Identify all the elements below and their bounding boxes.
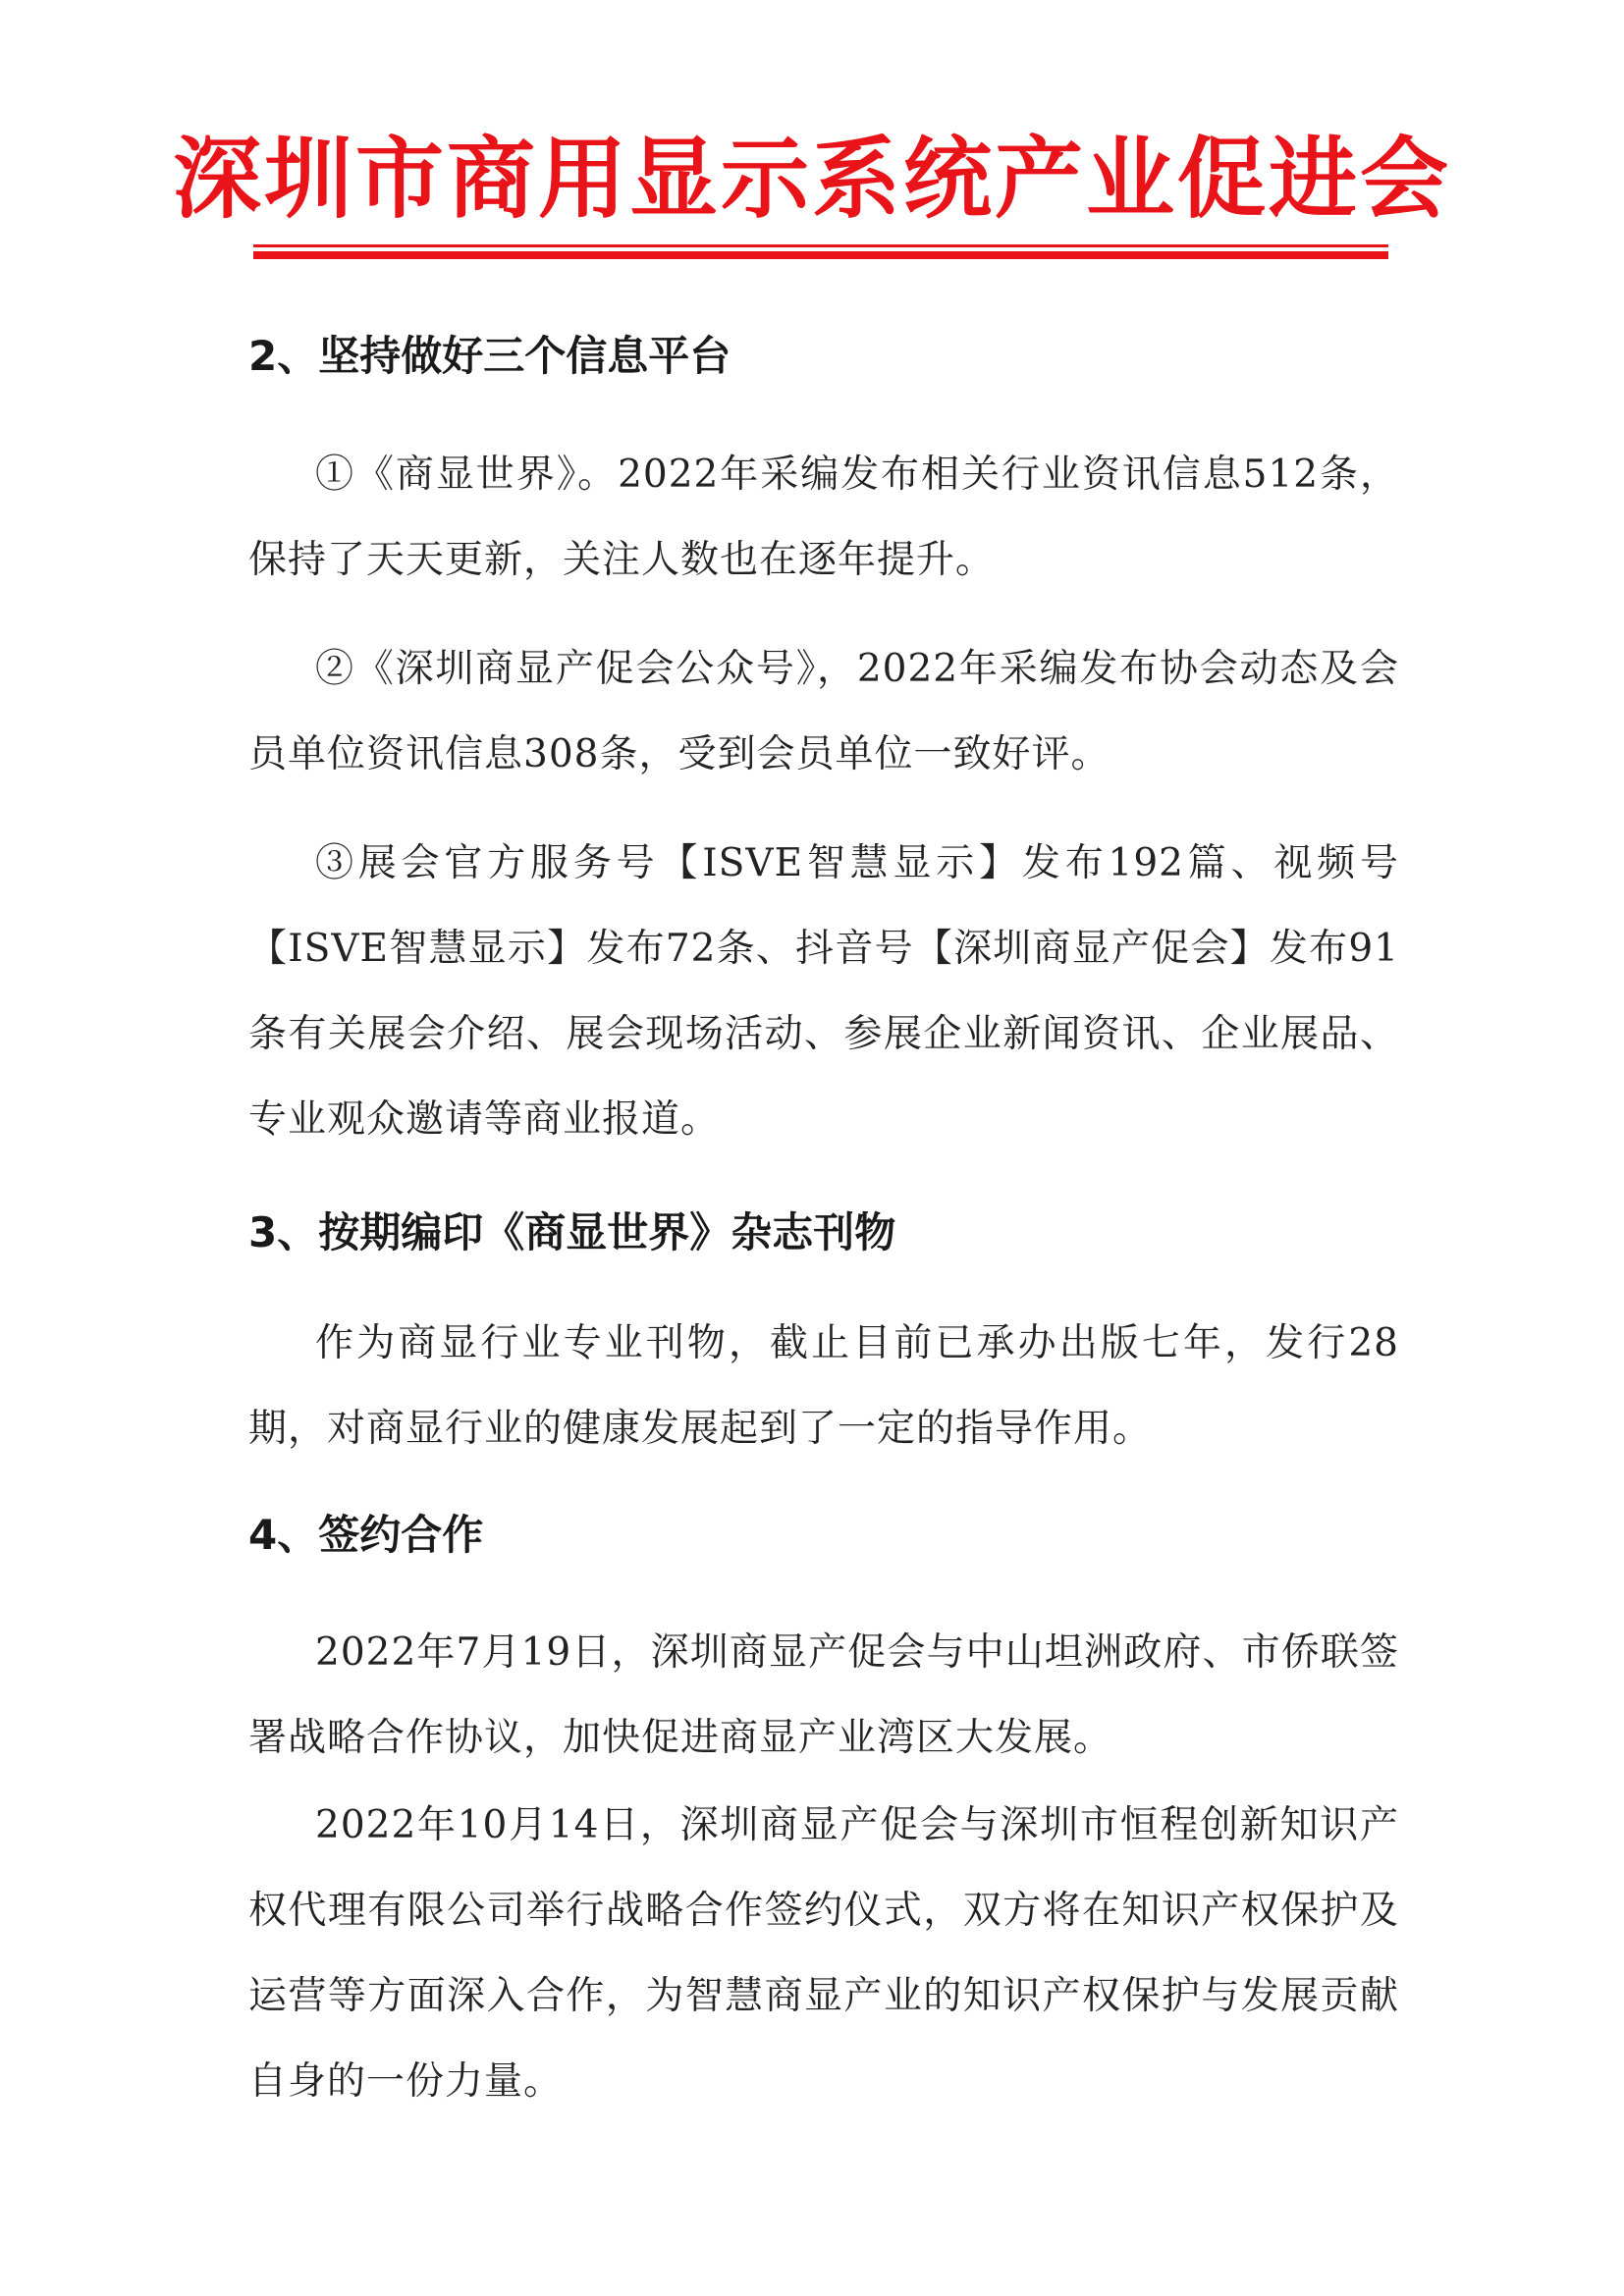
letterhead-rule-thick [253,251,1388,259]
section-heading-platforms: 2、坚持做好三个信息平台 [248,332,731,380]
paragraph-expo-accounts: ③展会官方服务号【ISVE智慧显示】发布192篇、视频号【ISVE智慧显示】发布72条、抖音号【深圳商显产促会】发布91条有关展会介绍、展会现场活动、参展企业新闻资讯、企业展品、专业观众邀请等商业报道。 [248,841,1399,1142]
paragraph-wechat-account: ②《深圳商显产促会公众号》，2022年采编发布协会动态及会员单位资讯信息308条，受到会员单位一致好评。 [248,647,1399,776]
section-heading-cooperation: 4、签约合作 [248,1511,484,1559]
paragraph-cooperation-july: 2022年7月19日，深圳商显产促会与中山坦洲政府、市侨联签署战略合作协议，加快促进商显产业湾区大发展。 [248,1630,1399,1760]
paragraph-cooperation-october: 2022年10月14日，深圳商显产促会与深圳市恒程创新知识产权代理有限公司举行战略合作签约仪式，双方将在知识产权保护及运营等方面深入合作，为智慧商显产业的知识产权保护与发展贡献自身的一份力量。 [248,1803,1399,2104]
section-heading-magazine: 3、按期编印《商显世界》杂志刊物 [248,1208,896,1256]
paragraph-magazine: 作为商显行业专业刊物，截止目前已承办出版七年，发行28期，对商显行业的健康发展起到了一定的指导作用。 [248,1321,1399,1451]
letterhead-title: 深圳市商用显示系统产业促进会 [173,128,1451,231]
paragraph-shangxian-world: ①《商显世界》。2022年采编发布相关行业资讯信息512条，保持了天天更新，关注人数也在逐年提升。 [248,453,1399,582]
letterhead-rule-thin [253,244,1388,247]
